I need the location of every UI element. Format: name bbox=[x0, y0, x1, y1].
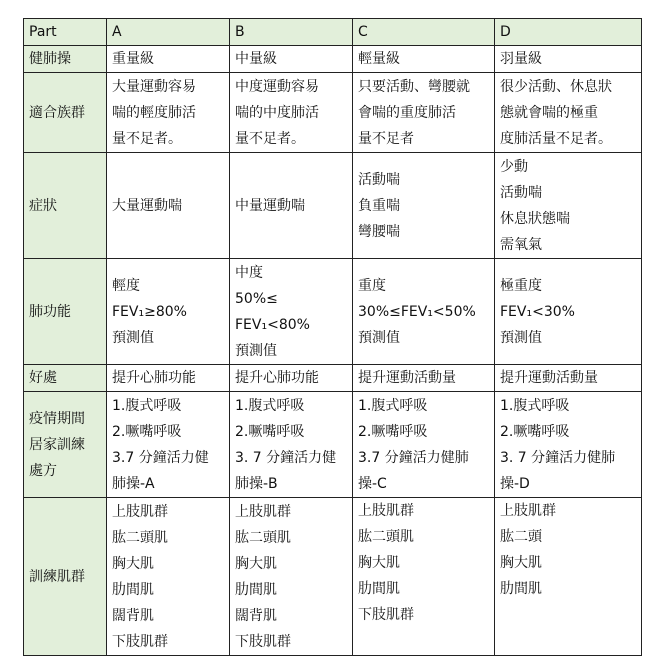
cell-line: 肋間肌 bbox=[112, 581, 154, 598]
cell bbox=[353, 392, 495, 498]
cell-line: 活動喘 bbox=[500, 184, 542, 201]
row-label-lung-function: 肺功能 bbox=[24, 259, 107, 365]
cell bbox=[353, 259, 495, 365]
cell-line: 提升心肺功能 bbox=[235, 370, 319, 386]
row-home-prescription bbox=[24, 392, 642, 498]
cell-line: 胸大肌 bbox=[112, 555, 154, 572]
cell bbox=[107, 153, 230, 259]
cell-line: 肋間肌 bbox=[358, 581, 400, 597]
cell-line: 上肢肌群 bbox=[358, 503, 414, 519]
cell-line: 只要活動、彎腰就 bbox=[358, 78, 470, 95]
cell-line: 負重喘 bbox=[358, 197, 400, 214]
cell bbox=[107, 365, 230, 392]
cell bbox=[230, 73, 353, 153]
cell bbox=[495, 153, 642, 259]
cell-line: 量不足者。 bbox=[112, 130, 182, 147]
cell-line: 中量級 bbox=[235, 51, 277, 67]
cell bbox=[353, 73, 495, 153]
row-label-muscle-groups: 訓練肌群 bbox=[24, 498, 107, 656]
row-exercise bbox=[24, 46, 642, 73]
header-col-c: C bbox=[353, 19, 495, 46]
cell-line: 2.噘嘴呼吸 bbox=[358, 423, 428, 440]
header-row bbox=[24, 19, 642, 46]
cell bbox=[230, 365, 353, 392]
cell-line: 提升運動活動量 bbox=[358, 370, 456, 386]
cell-line: 下肢肌群 bbox=[235, 633, 291, 650]
cell-line: 2.噘嘴呼吸 bbox=[112, 423, 182, 440]
cell-line: 需氧氣 bbox=[500, 236, 542, 253]
cell bbox=[107, 392, 230, 498]
cell-line: 大量運動容易 bbox=[112, 78, 196, 95]
row-label-exercise: 健肺操 bbox=[24, 46, 107, 73]
cell-line: 度肺活量不足者。 bbox=[500, 130, 612, 147]
cell-line: 肱二頭肌 bbox=[358, 529, 414, 545]
cell-line: 很少活動、休息狀 bbox=[500, 78, 612, 95]
cell-line: 上肢肌群 bbox=[112, 503, 168, 520]
cell-line: 中度 bbox=[235, 264, 263, 281]
cell-line: 闊背肌 bbox=[235, 607, 277, 624]
cell-line: FEV₁<30% bbox=[500, 303, 575, 320]
cell-line: 肺操-A bbox=[112, 475, 155, 492]
row-label-line: 疫情期間 bbox=[29, 410, 85, 427]
cell-line: 活動喘 bbox=[358, 171, 400, 188]
cell-line: 重量級 bbox=[112, 51, 154, 67]
exercise-comparison-table bbox=[23, 18, 642, 656]
cell-line: FEV₁≥80% bbox=[112, 303, 187, 320]
cell bbox=[230, 46, 353, 73]
cell-line: 少動 bbox=[500, 158, 528, 175]
cell bbox=[353, 498, 495, 656]
cell-line: 下肢肌群 bbox=[112, 633, 168, 650]
cell bbox=[495, 498, 642, 656]
header-col-b: B bbox=[230, 19, 353, 46]
cell bbox=[353, 153, 495, 259]
row-label-target-group: 適合族群 bbox=[24, 73, 107, 153]
cell-line: 中量運動喘 bbox=[235, 197, 305, 214]
cell-line: 喘的中度肺活 bbox=[235, 104, 319, 121]
cell-line: 肺操-B bbox=[235, 475, 278, 492]
row-label-benefit: 好處 bbox=[24, 365, 107, 392]
cell-line: 1.腹式呼吸 bbox=[112, 397, 182, 414]
cell-line: 預測值 bbox=[358, 329, 400, 346]
cell-line: 休息狀態喘 bbox=[500, 210, 570, 227]
cell-line: 喘的輕度肺活 bbox=[112, 104, 196, 121]
cell bbox=[495, 46, 642, 73]
cell-line: 3.7 分鐘活力健肺 bbox=[358, 449, 469, 466]
cell bbox=[495, 365, 642, 392]
cell-line: 3.7 分鐘活力健 bbox=[112, 449, 209, 466]
cell-line: 下肢肌群 bbox=[358, 607, 414, 623]
header-part-label: Part bbox=[24, 19, 107, 46]
row-muscle-groups bbox=[24, 498, 642, 656]
cell-line: 肱二頭 bbox=[500, 529, 542, 545]
cell-line: 提升運動活動量 bbox=[500, 370, 598, 386]
cell-line: 羽量級 bbox=[500, 51, 542, 67]
cell bbox=[230, 498, 353, 656]
cell-line: 2.噘嘴呼吸 bbox=[235, 423, 305, 440]
row-target-group bbox=[24, 73, 642, 153]
cell-line: 3. 7 分鐘活力健肺 bbox=[500, 449, 616, 466]
cell-line: 重度 bbox=[358, 277, 386, 294]
row-label-line: 處方 bbox=[29, 462, 57, 479]
cell-line: 3. 7 分鐘活力健 bbox=[235, 449, 337, 466]
row-label-line: 居家訓練 bbox=[29, 436, 85, 453]
cell-line: 30%≤FEV₁<50% bbox=[358, 303, 476, 320]
cell bbox=[495, 73, 642, 153]
row-label-home-prescription bbox=[24, 392, 107, 498]
row-label-symptoms: 症狀 bbox=[24, 153, 107, 259]
cell-line: 態就會喘的極重 bbox=[500, 104, 598, 121]
cell-line: 胸大肌 bbox=[358, 555, 400, 571]
cell bbox=[230, 153, 353, 259]
cell-line: 肋間肌 bbox=[235, 581, 277, 598]
cell-line: 1.腹式呼吸 bbox=[358, 397, 428, 414]
cell-line: 提升心肺功能 bbox=[112, 370, 196, 386]
cell-line: 預測值 bbox=[235, 342, 277, 359]
cell-line: 50%≤ bbox=[235, 290, 278, 307]
cell bbox=[495, 259, 642, 365]
cell-line: 肱二頭肌 bbox=[235, 529, 291, 546]
cell-line: 1.腹式呼吸 bbox=[235, 397, 305, 414]
cell-line: 肋間肌 bbox=[500, 581, 542, 597]
cell-line: FEV₁<80% bbox=[235, 316, 310, 333]
cell-line: 中度運動容易 bbox=[235, 78, 319, 95]
cell-line: 極重度 bbox=[500, 277, 542, 294]
cell-line: 操-D bbox=[500, 475, 530, 492]
cell-line: 上肢肌群 bbox=[500, 503, 556, 519]
row-lung-function bbox=[24, 259, 642, 365]
cell-line: 預測值 bbox=[500, 329, 542, 346]
cell-line: 量不足者 bbox=[358, 130, 414, 147]
row-benefit bbox=[24, 365, 642, 392]
cell-line: 胸大肌 bbox=[500, 555, 542, 571]
cell-line: 大量運動喘 bbox=[112, 197, 182, 214]
cell-line: 輕量級 bbox=[358, 51, 400, 67]
cell-line: 2.噘嘴呼吸 bbox=[500, 423, 570, 440]
cell bbox=[107, 259, 230, 365]
cell bbox=[107, 73, 230, 153]
cell-line: 肱二頭肌 bbox=[112, 529, 168, 546]
cell bbox=[353, 46, 495, 73]
header-col-d: D bbox=[495, 19, 642, 46]
cell bbox=[107, 46, 230, 73]
cell-line: 胸大肌 bbox=[235, 555, 277, 572]
cell bbox=[107, 498, 230, 656]
cell-line: 上肢肌群 bbox=[235, 503, 291, 520]
cell bbox=[230, 259, 353, 365]
cell-line: 1.腹式呼吸 bbox=[500, 397, 570, 414]
cell bbox=[495, 392, 642, 498]
header-col-a: A bbox=[107, 19, 230, 46]
cell bbox=[230, 392, 353, 498]
cell-line: 闊背肌 bbox=[112, 607, 154, 624]
cell-line: 操-C bbox=[358, 475, 387, 492]
cell-line: 輕度 bbox=[112, 277, 140, 294]
cell-line: 量不足者。 bbox=[235, 130, 305, 147]
cell-line: 預測值 bbox=[112, 329, 154, 346]
cell-line: 會喘的重度肺活 bbox=[358, 104, 456, 121]
cell-line: 彎腰喘 bbox=[358, 223, 400, 240]
row-symptoms bbox=[24, 153, 642, 259]
cell bbox=[353, 365, 495, 392]
